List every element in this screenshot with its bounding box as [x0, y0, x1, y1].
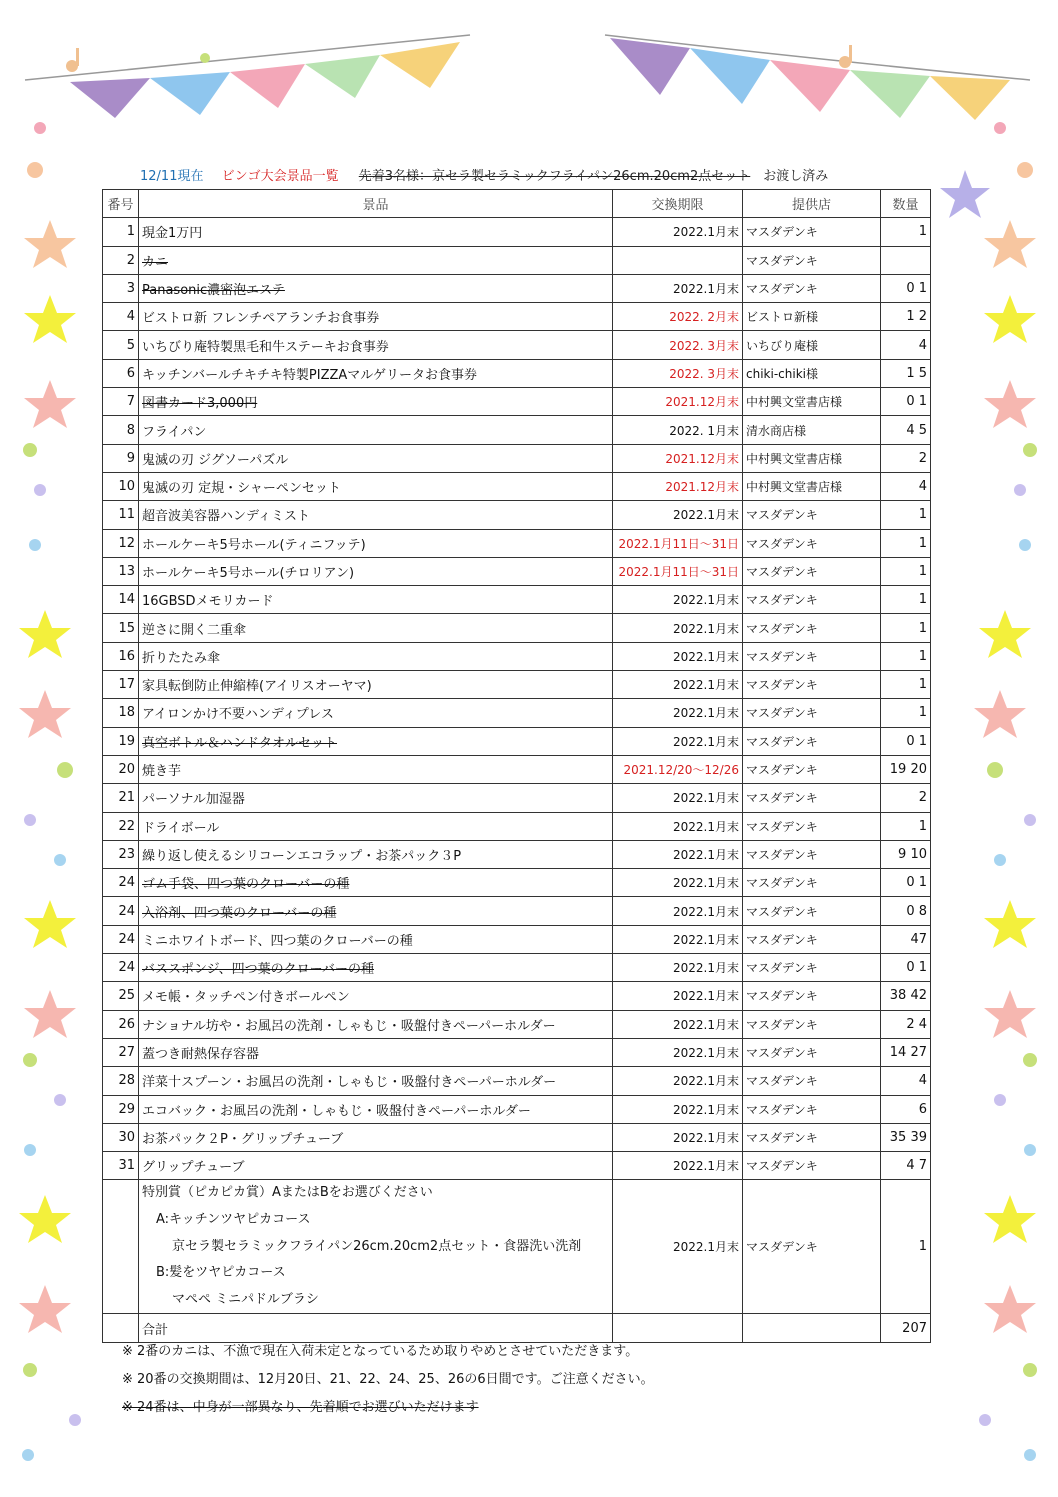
table-row	[103, 586, 931, 614]
row-shop: マスダデンキ	[743, 586, 881, 614]
table-row	[103, 388, 931, 416]
row-qty	[881, 246, 931, 274]
total-qty: 207	[881, 1314, 931, 1342]
table-row	[103, 642, 931, 670]
row-number: 26	[103, 1010, 139, 1038]
row-prize: ナショナル坊や・お風呂の洗剤・しゃもじ・吸盤付きペーパーホルダー	[139, 1010, 613, 1038]
row-number: 7	[103, 388, 139, 416]
row-prize: Panasonic濃密泡エステ	[139, 274, 613, 302]
row-limit: 2022. 3月末	[613, 359, 743, 387]
special-line-a: A:キッチンツヤピカコース	[156, 1211, 311, 1227]
table-row	[103, 755, 931, 783]
row-qty: 38 42	[881, 982, 931, 1010]
row-number: 24	[103, 897, 139, 925]
row-number: 20	[103, 755, 139, 783]
row-shop: マスダデンキ	[743, 246, 881, 274]
row-prize: お茶パック２P・グリップチューブ	[139, 1123, 613, 1151]
row-number: 24	[103, 925, 139, 953]
row-number: 2	[103, 246, 139, 274]
row-shop: マスダデンキ	[743, 1095, 881, 1123]
row-number: 1	[103, 218, 139, 246]
table-row	[103, 246, 931, 274]
row-prize: ミニホワイトボード、四つ葉のクローバーの種	[139, 925, 613, 953]
row-number: 25	[103, 982, 139, 1010]
table-row	[103, 529, 931, 557]
table-row	[103, 1010, 931, 1038]
row-number: 17	[103, 671, 139, 699]
row-limit: 2022.1月11日～31日	[613, 557, 743, 585]
row-shop: ビストロ新様	[743, 303, 881, 331]
row-qty: 4	[881, 331, 931, 359]
table-row	[103, 331, 931, 359]
row-limit: 2021.12月末	[613, 388, 743, 416]
row-prize: 図書カード3,000円	[139, 388, 613, 416]
row-limit: 2022.1月末	[613, 501, 743, 529]
row-prize: 超音波美容器ハンディミスト	[139, 501, 613, 529]
row-limit	[613, 246, 743, 274]
table-row	[103, 784, 931, 812]
column-header-qty: 数量	[881, 190, 931, 218]
row-limit: 2022.1月末	[613, 784, 743, 812]
row-limit: 2022.1月末	[613, 1038, 743, 1066]
header-date: 12/11現在	[140, 169, 204, 184]
row-limit: 2021.12月末	[613, 444, 743, 472]
page-title: ビンゴ大会景品一覧	[221, 169, 339, 184]
row-shop: マスダデンキ	[743, 755, 881, 783]
row-shop: マスダデンキ	[743, 727, 881, 755]
row-qty: 0 1	[881, 727, 931, 755]
table-row	[103, 1123, 931, 1151]
header-note-strike: 先着3名様：京セラ製セラミックフライパン26cm.20cm2点セット	[358, 169, 751, 184]
table-row	[103, 954, 931, 982]
row-prize: 洋菜十スプーン・お風呂の洗剤・しゃもじ・吸盤付きペーパーホルダー	[139, 1067, 613, 1095]
column-header-prize: 景品	[139, 190, 613, 218]
table-row	[103, 1038, 931, 1066]
row-prize: ビストロ新 フレンチペアランチお食事券	[139, 303, 613, 331]
row-shop: マスダデンキ	[743, 699, 881, 727]
row-qty: 14 27	[881, 1038, 931, 1066]
column-header-shop: 提供店	[743, 190, 881, 218]
table-row	[103, 501, 931, 529]
row-qty: 4	[881, 1067, 931, 1095]
row-number: 29	[103, 1095, 139, 1123]
row-limit: 2022. 1月末	[613, 416, 743, 444]
row-shop: 中村興文堂書店様	[743, 444, 881, 472]
table-row	[103, 982, 931, 1010]
row-qty: 35 39	[881, 1123, 931, 1151]
row-qty: 2	[881, 444, 931, 472]
row-limit: 2022.1月末	[613, 699, 743, 727]
special-shop-cell: マスダデンキ	[743, 1180, 881, 1314]
header-note	[359, 169, 829, 184]
row-shop: マスダデンキ	[743, 1038, 881, 1066]
row-qty: 19 20	[881, 755, 931, 783]
row-qty: 1	[881, 586, 931, 614]
footnote-2: ※ 20番の交換期間は、12月20日、21、22、24、25、26の6日間です。ご注意ください。	[122, 1372, 654, 1387]
row-prize: キッチンバールチキチキ特製PIZZAマルゲリータお食事券	[139, 359, 613, 387]
row-prize: いちびり庵特製黒毛和牛ステーキお食事券	[139, 331, 613, 359]
row-shop: 清水商店様	[743, 416, 881, 444]
row-limit: 2022.1月末	[613, 614, 743, 642]
row-qty: 9 10	[881, 840, 931, 868]
row-qty: 4 5	[881, 416, 931, 444]
special-prize-cell	[139, 1180, 613, 1314]
footnotes	[122, 1338, 654, 1422]
special-line-title: 特別賞（ピカピカ賞）AまたはBをお選びください	[142, 1185, 433, 1201]
row-number: 8	[103, 416, 139, 444]
row-limit: 2021.12/20～12/26	[613, 755, 743, 783]
table-row	[103, 472, 931, 500]
row-number: 21	[103, 784, 139, 812]
row-qty: 1 2	[881, 303, 931, 331]
row-limit: 2022.1月末	[613, 840, 743, 868]
row-shop: マスダデンキ	[743, 840, 881, 868]
row-prize: バススポンジ、四つ葉のクローバーの種	[139, 954, 613, 982]
table-row	[103, 218, 931, 246]
row-number: 3	[103, 274, 139, 302]
column-header-limit: 交換期限	[613, 190, 743, 218]
row-shop: マスダデンキ	[743, 982, 881, 1010]
row-number: 12	[103, 529, 139, 557]
row-limit: 2022.1月末	[613, 586, 743, 614]
row-number: 31	[103, 1152, 139, 1180]
row-limit: 2021.12月末	[613, 472, 743, 500]
row-prize: エコバック・お風呂の洗剤・しゃもじ・吸盤付きペーパーホルダー	[139, 1095, 613, 1123]
row-shop: マスダデンキ	[743, 925, 881, 953]
row-limit: 2022.1月末	[613, 727, 743, 755]
row-qty: 4 7	[881, 1152, 931, 1180]
row-prize: 16GBSDメモリカード	[139, 586, 613, 614]
row-qty: 1	[881, 557, 931, 585]
table-row	[103, 897, 931, 925]
row-shop: マスダデンキ	[743, 1123, 881, 1151]
table-row	[103, 557, 931, 585]
row-qty: 1	[881, 614, 931, 642]
row-prize: メモ帳・タッチペン付きボールペン	[139, 982, 613, 1010]
row-shop: マスダデンキ	[743, 897, 881, 925]
total-label: 合計	[139, 1314, 613, 1342]
row-limit: 2022.1月末	[613, 1152, 743, 1180]
row-number: 10	[103, 472, 139, 500]
row-number: 15	[103, 614, 139, 642]
row-number: 28	[103, 1067, 139, 1095]
row-number: 23	[103, 840, 139, 868]
row-shop: マスダデンキ	[743, 529, 881, 557]
row-qty: 1	[881, 529, 931, 557]
row-limit: 2022.1月末	[613, 925, 743, 953]
table-row	[103, 699, 931, 727]
table-row	[103, 444, 931, 472]
row-shop: マスダデンキ	[743, 784, 881, 812]
row-prize: 鬼滅の刃 定規・シャーペンセット	[139, 472, 613, 500]
row-qty: 1	[881, 812, 931, 840]
row-number: 18	[103, 699, 139, 727]
row-qty: 0 8	[881, 897, 931, 925]
table-row	[103, 274, 931, 302]
special-prize-row	[103, 1180, 931, 1314]
table-row	[103, 416, 931, 444]
table-row	[103, 840, 931, 868]
row-prize: ホールケーキ5号ホール(ティニフッテ)	[139, 529, 613, 557]
row-number: 22	[103, 812, 139, 840]
row-prize: 折りたたみ傘	[139, 642, 613, 670]
row-qty: 1	[881, 501, 931, 529]
page-header	[140, 165, 930, 185]
row-qty: 47	[881, 925, 931, 953]
row-number: 6	[103, 359, 139, 387]
row-shop: マスダデンキ	[743, 557, 881, 585]
row-qty: 1 5	[881, 359, 931, 387]
row-prize: 入浴剤、四つ葉のクローバーの種	[139, 897, 613, 925]
table-row	[103, 303, 931, 331]
row-number: 14	[103, 586, 139, 614]
row-shop: 中村興文堂書店様	[743, 472, 881, 500]
row-limit: 2022.1月末	[613, 1123, 743, 1151]
prize-table	[102, 189, 931, 1343]
row-shop: マスダデンキ	[743, 671, 881, 699]
row-limit: 2022.1月末	[613, 982, 743, 1010]
row-prize: 繰り返し使えるシリコーンエコラップ・お茶パック３P	[139, 840, 613, 868]
row-shop: マスダデンキ	[743, 954, 881, 982]
row-prize: 逆さに開く二重傘	[139, 614, 613, 642]
row-qty: 1	[881, 218, 931, 246]
row-prize: ホールケーキ5号ホール(チロリアン)	[139, 557, 613, 585]
row-shop: マスダデンキ	[743, 642, 881, 670]
row-prize: カニ	[139, 246, 613, 274]
table-row	[103, 925, 931, 953]
row-prize: 現金1万円	[139, 218, 613, 246]
row-prize: アイロンかけ不要ハンディプレス	[139, 699, 613, 727]
row-shop: chiki-chiki様	[743, 359, 881, 387]
row-limit: 2022.1月末	[613, 1010, 743, 1038]
row-number: 13	[103, 557, 139, 585]
special-line-b: B:髪をツヤピカコース	[156, 1265, 286, 1281]
footnote-1: ※ 2番のカニは、不漁で現在入荷未定となっているため取りやめとさせていただきます。	[122, 1344, 639, 1359]
row-limit: 2022.1月末	[613, 274, 743, 302]
row-shop: マスダデンキ	[743, 501, 881, 529]
row-number: 30	[103, 1123, 139, 1151]
column-header-no: 番号	[103, 190, 139, 218]
table-row	[103, 869, 931, 897]
row-prize: 真空ボトル＆ハンドタオルセット	[139, 727, 613, 755]
row-limit: 2022.1月末	[613, 1095, 743, 1123]
row-number: 4	[103, 303, 139, 331]
row-prize: パーソナル加湿器	[139, 784, 613, 812]
row-prize: フライパン	[139, 416, 613, 444]
row-number: 5	[103, 331, 139, 359]
row-qty: 2	[881, 784, 931, 812]
row-limit: 2022.1月末	[613, 812, 743, 840]
special-limit-cell: 2022.1月末	[613, 1180, 743, 1314]
row-shop: マスダデンキ	[743, 1067, 881, 1095]
table-row	[103, 1095, 931, 1123]
row-qty: 1	[881, 699, 931, 727]
row-shop: いちびり庵様	[743, 331, 881, 359]
row-shop: マスダデンキ	[743, 274, 881, 302]
row-qty: 0 1	[881, 954, 931, 982]
row-number: 9	[103, 444, 139, 472]
row-limit: 2022.1月末	[613, 897, 743, 925]
row-limit: 2022. 3月末	[613, 331, 743, 359]
row-shop: マスダデンキ	[743, 1152, 881, 1180]
special-no-cell	[103, 1180, 139, 1314]
footnote-3: ※ 24番は、中身が一部異なり、先着順でお選びいただけます	[122, 1400, 479, 1415]
row-qty: 1	[881, 642, 931, 670]
special-line-b-detail: マペペ ミニパドルブラシ	[172, 1291, 319, 1307]
table-row	[103, 1067, 931, 1095]
row-limit: 2022.1月末	[613, 671, 743, 699]
table-row	[103, 812, 931, 840]
row-number: 11	[103, 501, 139, 529]
row-limit: 2022.1月末	[613, 1067, 743, 1095]
row-prize: 焼き芋	[139, 755, 613, 783]
row-prize: 蓋つき耐熱保存容器	[139, 1038, 613, 1066]
row-number: 24	[103, 869, 139, 897]
row-number: 24	[103, 954, 139, 982]
row-limit: 2022.1月末	[613, 218, 743, 246]
row-shop: マスダデンキ	[743, 812, 881, 840]
row-qty: 1	[881, 671, 931, 699]
row-number: 16	[103, 642, 139, 670]
row-qty: 6	[881, 1095, 931, 1123]
row-shop: マスダデンキ	[743, 1010, 881, 1038]
header-note-end: お渡し済み	[763, 169, 829, 184]
row-limit: 2022.1月末	[613, 954, 743, 982]
table-row	[103, 671, 931, 699]
row-qty: 0 1	[881, 869, 931, 897]
row-prize: 家具転倒防止伸縮棒(アイリスオーヤマ)	[139, 671, 613, 699]
row-limit: 2022.1月末	[613, 642, 743, 670]
row-prize: ドライボール	[139, 812, 613, 840]
row-qty: 0 1	[881, 388, 931, 416]
row-qty: 0 1	[881, 274, 931, 302]
special-qty-cell: 1	[881, 1180, 931, 1314]
row-prize: 鬼滅の刃 ジグソーパズル	[139, 444, 613, 472]
row-number: 19	[103, 727, 139, 755]
table-header-row	[103, 190, 931, 218]
row-limit: 2022.1月11日～31日	[613, 529, 743, 557]
row-shop: マスダデンキ	[743, 869, 881, 897]
row-number: 27	[103, 1038, 139, 1066]
row-limit: 2022. 2月末	[613, 303, 743, 331]
special-line-a-detail: 京セラ製セラミックフライパン26cm.20cm2点セット・食器洗い洗剤	[172, 1238, 582, 1254]
bunting-flags	[70, 38, 1010, 120]
row-limit: 2022.1月末	[613, 869, 743, 897]
row-shop: マスダデンキ	[743, 614, 881, 642]
row-prize: ゴム手袋、四つ葉のクローバーの種	[139, 869, 613, 897]
table-row	[103, 1152, 931, 1180]
row-qty: 4	[881, 472, 931, 500]
table-row	[103, 359, 931, 387]
table-row	[103, 727, 931, 755]
row-qty: 2 4	[881, 1010, 931, 1038]
table-row	[103, 614, 931, 642]
row-shop: 中村興文堂書店様	[743, 388, 881, 416]
row-prize: グリップチューブ	[139, 1152, 613, 1180]
row-shop: マスダデンキ	[743, 218, 881, 246]
